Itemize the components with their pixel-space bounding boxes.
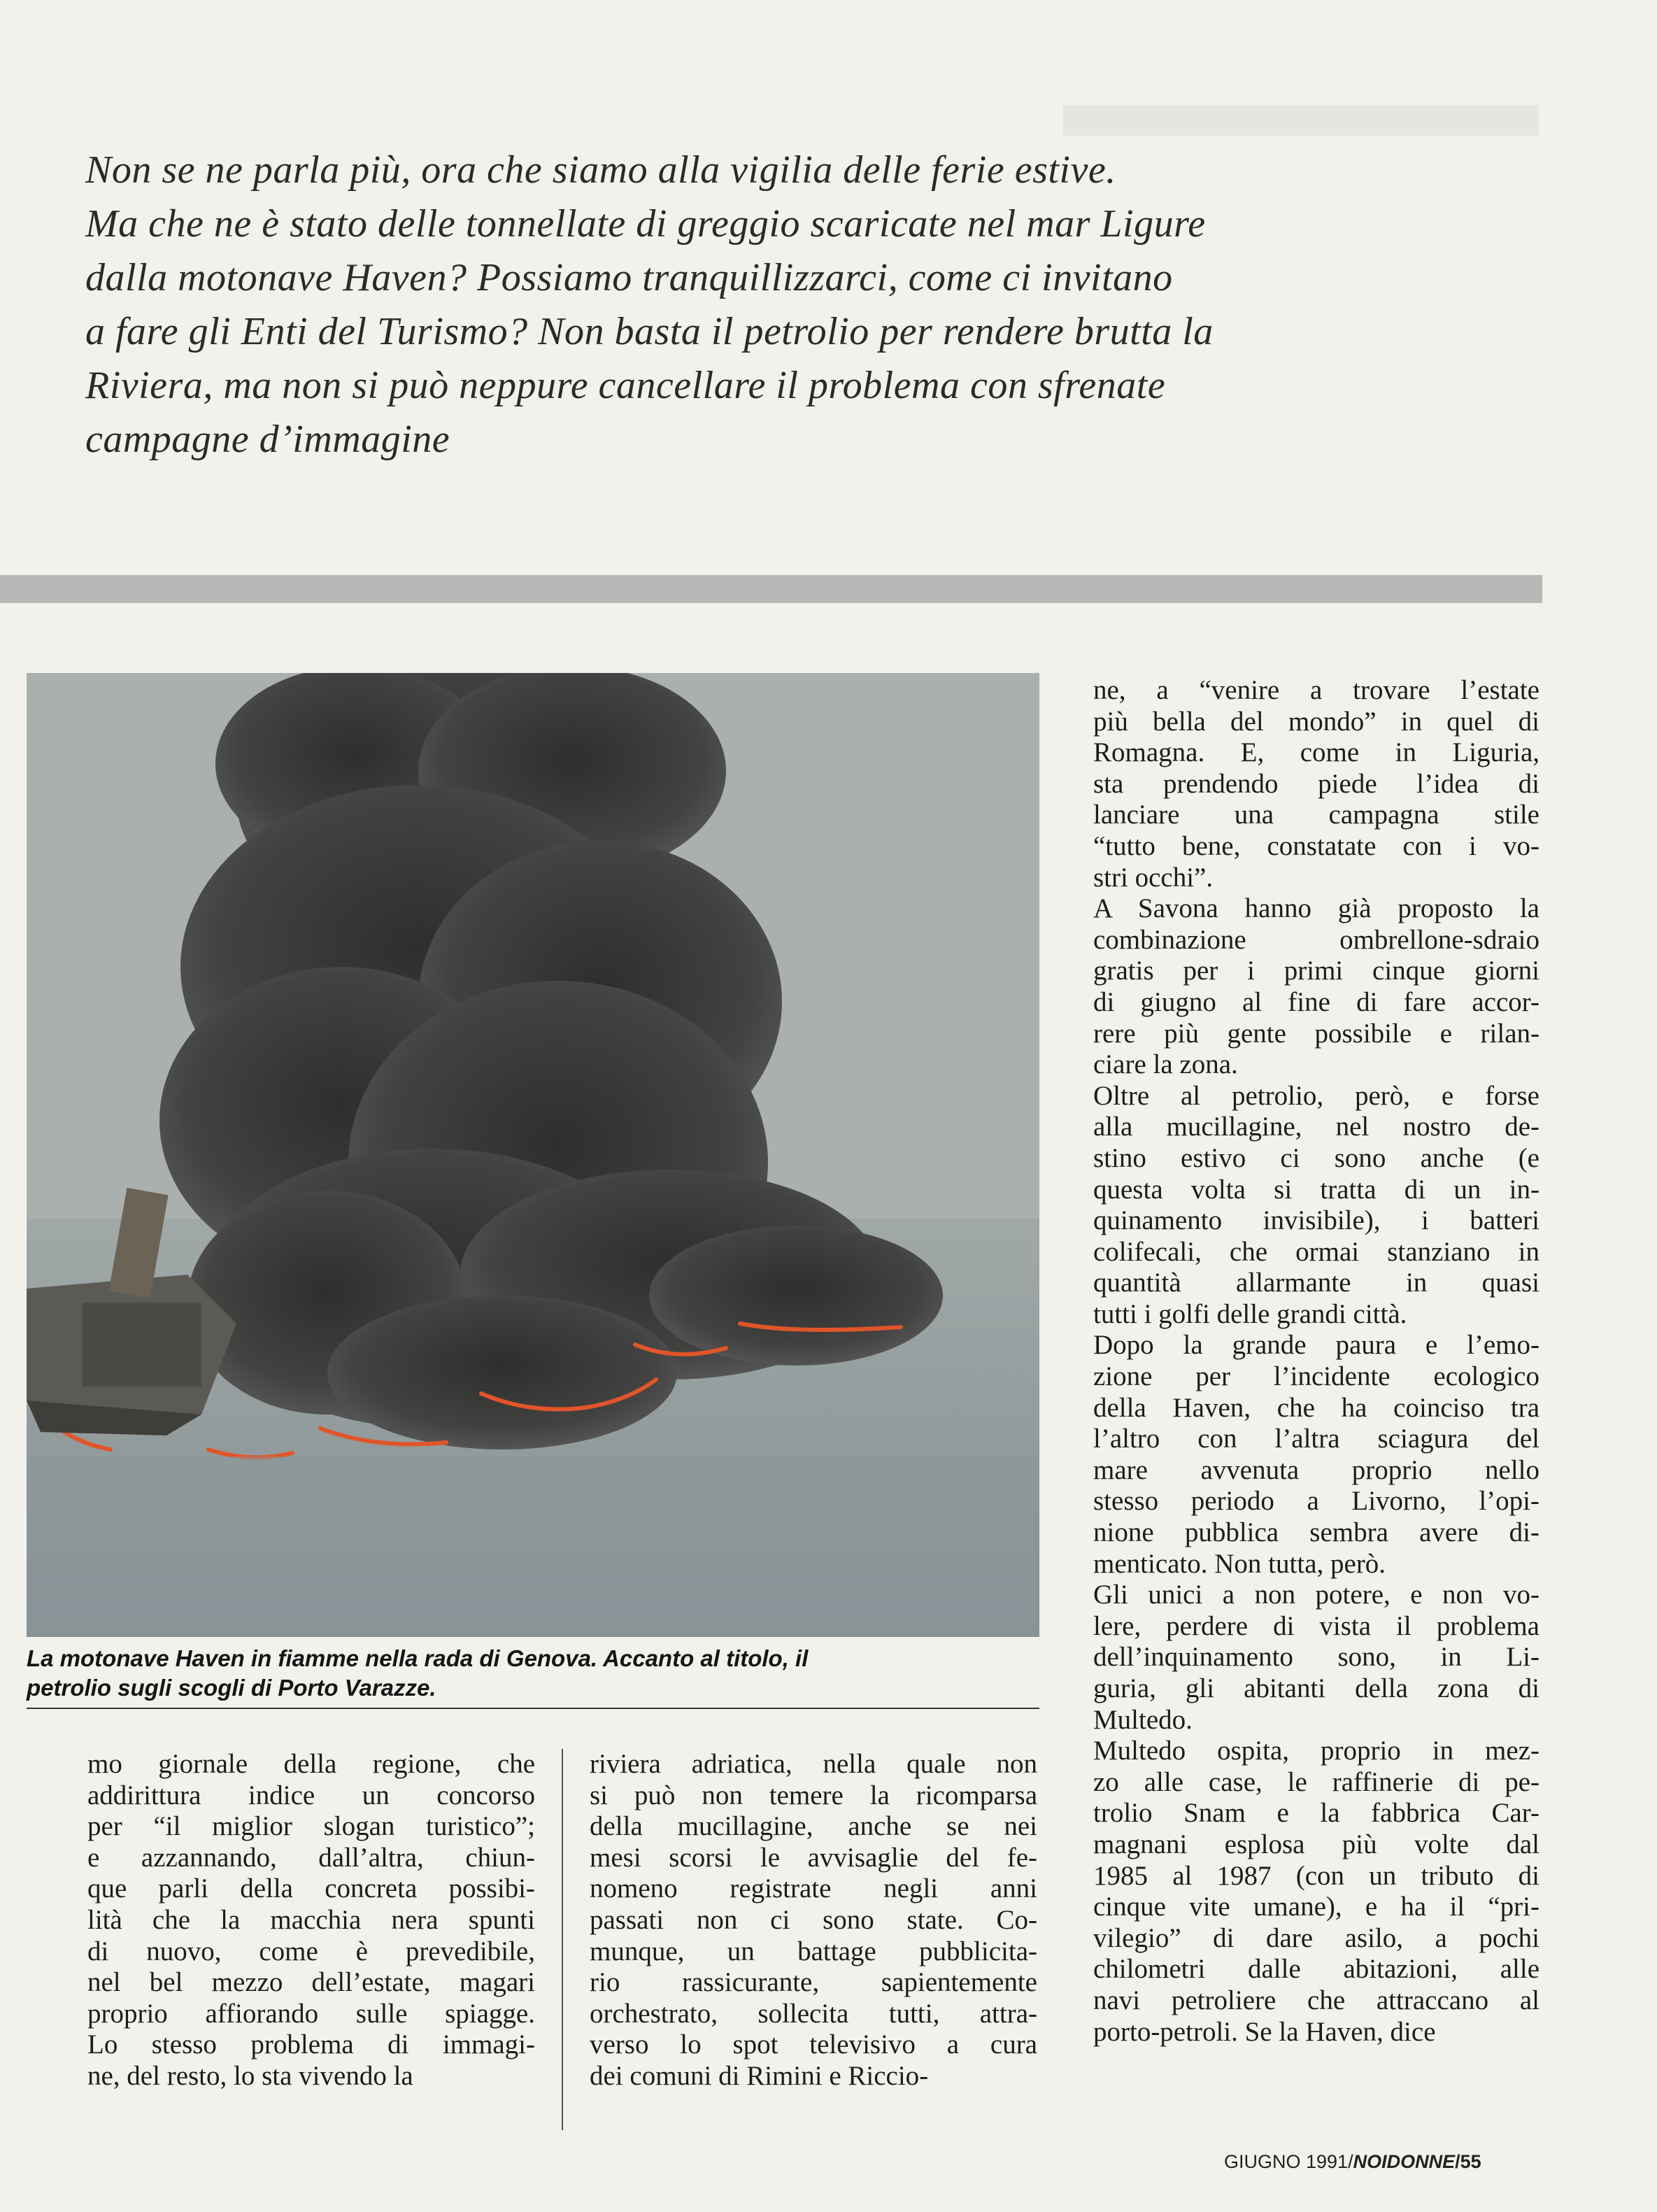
page-footer — [1224, 2151, 1481, 2173]
intro-line: campagne d’immagine — [85, 418, 450, 461]
text-line: ne, del resto, lo sta vivendo la — [87, 2060, 413, 2091]
text-line: que parli della concreta possibi- — [87, 1873, 535, 1904]
text-line: zione per l’incidente ecologico — [1093, 1361, 1539, 1392]
intro-line: Non se ne parla più, ora che siamo alla vigilia delle ferie estive. — [85, 148, 1116, 192]
intro-line: a fare gli Enti del Turismo? Non basta il petrolio per rendere brutta la — [85, 310, 1214, 353]
text-line: ciare la zona. — [1093, 1049, 1238, 1080]
text-line: mare avvenuta proprio nello — [1093, 1454, 1539, 1485]
text-line: stino estivo ci sono anche (e — [1093, 1142, 1539, 1173]
text-line: cinque vite umane), e ha il “pri- — [1093, 1892, 1539, 1922]
text-line: quantità allarmante in quasi — [1093, 1268, 1539, 1298]
text-line: della Haven, che ha coinciso tra — [1093, 1392, 1539, 1423]
faded-header-bar — [1063, 105, 1539, 136]
text-line: di giugno al fine di fare accor- — [1093, 986, 1539, 1017]
text-line: guria, gli abitanti della zona di — [1093, 1673, 1539, 1703]
caption-line: La motonave Haven in fiamme nella rada di Genova. Accanto al titolo, il — [27, 1645, 809, 1671]
text-line: Multedo. — [1093, 1704, 1193, 1735]
text-line: munque, un battage pubblicita- — [590, 1936, 1037, 1966]
text-line: zo alle case, le raffinerie di pe- — [1093, 1766, 1539, 1797]
text-line: l’altro con l’altra sciagura del — [1093, 1424, 1539, 1454]
text-line: di nuovo, come è prevedibile, — [87, 1936, 535, 1966]
text-line: Dopo la grande paura e l’emo- — [1093, 1330, 1539, 1361]
text-line: gratis per i primi cinque giorni — [1093, 956, 1539, 986]
text-line: Multedo ospita, proprio in mez- — [1093, 1736, 1539, 1766]
text-line: stesso periodo a Livorno, l’opi- — [1093, 1486, 1539, 1517]
text-line: mo giornale della regione, che — [87, 1749, 535, 1779]
text-column-1 — [87, 1749, 535, 2092]
text-line: tutti i golfi delle grandi città. — [1093, 1298, 1407, 1329]
text-line: nione pubblica sembra avere di- — [1093, 1517, 1539, 1548]
text-line: sta prendendo piede l’idea di — [1093, 768, 1539, 799]
text-line: magnani esplosa più volte dal — [1093, 1829, 1539, 1859]
text-line: verso lo spot televisivo a cura — [590, 2029, 1037, 2060]
text-line: Gli unici a non potere, e non vo- — [1093, 1580, 1539, 1610]
text-line: quinamento invisibile), i batteri — [1093, 1205, 1539, 1236]
text-line: stri occhi”. — [1093, 862, 1214, 893]
text-line: colifecali, che ormai stanziano in — [1093, 1236, 1539, 1267]
burning-tanker-photo — [27, 673, 1039, 1637]
text-line: Romagna. E, come in Liguria, — [1093, 737, 1539, 768]
section-divider-bar — [0, 575, 1542, 603]
text-line: menticato. Non tutta, però. — [1093, 1548, 1386, 1579]
text-line: lanciare una campagna stile — [1093, 800, 1539, 830]
caption-line: petrolio sugli scogli di Porto Varazze. — [27, 1675, 436, 1701]
text-line: e azzannando, dall’altra, chiun- — [87, 1842, 535, 1873]
text-line: questa volta si tratta di un in- — [1093, 1174, 1539, 1205]
text-line: dei comuni di Rimini e Riccio- — [590, 2060, 929, 2091]
text-line: vilegio” di dare asilo, a pochi — [1093, 1922, 1539, 1953]
photo-caption — [27, 1644, 1039, 1703]
text-line: trolio Snam e la fabbrica Car- — [1093, 1798, 1539, 1829]
footer-magazine: NOIDONNE — [1353, 2151, 1456, 2172]
column-separator — [562, 1749, 563, 2130]
text-line: alla mucillagine, nel nostro de- — [1093, 1112, 1539, 1142]
text-line: si può non temere la ricomparsa — [590, 1780, 1037, 1810]
text-line: passati non ci sono state. Co- — [590, 1904, 1037, 1935]
text-line: “tutto bene, constatate con i vo- — [1093, 830, 1539, 861]
text-line: nomeno registrate negli anni — [590, 1873, 1037, 1904]
text-column-3 — [1093, 675, 1539, 2048]
intro-line: dalla motonave Haven? Possiamo tranquillizzarci, come ci invitano — [85, 256, 1173, 299]
text-line: proprio affiorando sulle spiagge. — [87, 1998, 535, 2029]
text-line: 1985 al 1987 (con un tributo di — [1093, 1860, 1539, 1891]
text-line: per “il miglior slogan turistico”; — [87, 1811, 535, 1842]
text-line: Lo stesso problema di immagi- — [87, 2029, 535, 2060]
footer-page-number: /55 — [1455, 2151, 1481, 2172]
text-line: nel bel mezzo dell’estate, magari — [87, 1967, 535, 1998]
text-column-2 — [590, 1749, 1037, 2092]
text-line: più bella del mondo” in quel di — [1093, 706, 1539, 737]
footer-date: GIUGNO 1991/ — [1224, 2151, 1353, 2172]
text-line: orchestrato, sollecita tutti, attra- — [590, 1998, 1037, 2029]
text-line: della mucillagine, anche se nei — [590, 1811, 1037, 1842]
text-line: lità che la macchia nera spunti — [87, 1904, 535, 1935]
text-line: ne, a “venire a trovare l’estate — [1093, 675, 1539, 705]
text-line: rio rassicurante, sapientemente — [590, 1967, 1037, 1998]
caption-rule — [27, 1708, 1039, 1709]
intro-standfirst — [85, 143, 1470, 467]
photo-illustration — [27, 673, 1039, 1637]
text-line: rere più gente possibile e rilan- — [1093, 1018, 1539, 1049]
text-line: Oltre al petrolio, però, e forse — [1093, 1080, 1539, 1111]
text-line: mesi scorsi le avvisaglie del fe- — [590, 1842, 1037, 1873]
text-line: addirittura indice un concorso — [87, 1780, 535, 1810]
text-line: riviera adriatica, nella quale non — [590, 1749, 1037, 1779]
text-line: navi petroliere che attraccano al — [1093, 1985, 1539, 2015]
text-line: chilometri dalle abitazioni, alle — [1093, 1954, 1539, 1985]
intro-line: Riviera, ma non si può neppure cancellare il problema con sfrenate — [85, 364, 1166, 407]
text-line: lere, perdere di vista il problema — [1093, 1610, 1539, 1641]
text-line: combinazione ombrellone-sdraio — [1093, 924, 1539, 955]
text-line: A Savona hanno già proposto la — [1093, 893, 1539, 924]
text-line: dell’inquinamento sono, in Li- — [1093, 1642, 1539, 1673]
intro-line: Ma che ne è stato delle tonnellate di greggio scaricate nel mar Ligure — [85, 202, 1206, 246]
text-line: porto-petroli. Se la Haven, dice — [1093, 2016, 1436, 2047]
